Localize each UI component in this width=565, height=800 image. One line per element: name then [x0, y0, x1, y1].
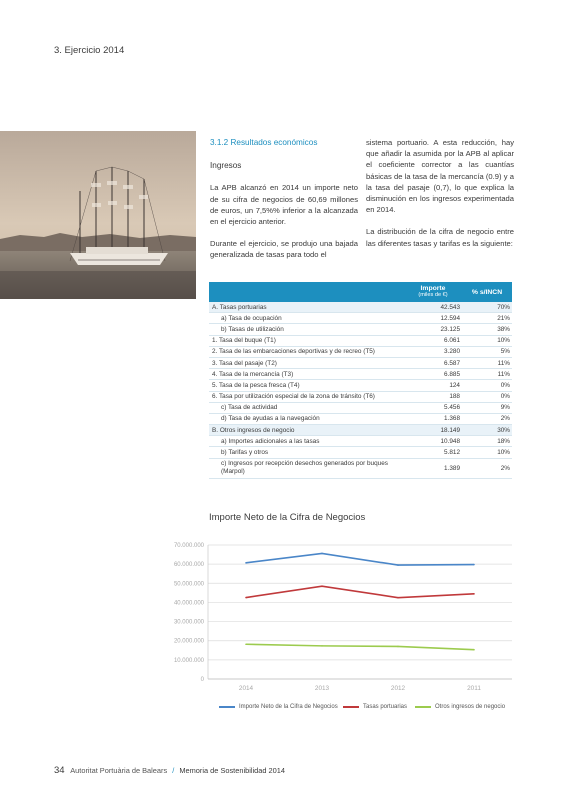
row-pct: 30% — [497, 426, 510, 434]
section-title: 3. Ejercicio 2014 — [54, 45, 125, 56]
table-row — [209, 414, 512, 425]
row-pct: 70% — [497, 303, 510, 311]
table-row — [209, 425, 512, 436]
x-tick-label: 2012 — [390, 685, 406, 692]
column-header-importe: Importe (miles de €) — [418, 284, 448, 298]
row-importe: 12.594 — [440, 314, 460, 322]
row-label: a) Tasa de ocupación — [221, 314, 282, 322]
row-label: 2. Tasa de las embarcaciones deportivas y de recreo (T5) — [212, 348, 375, 356]
row-label: c) Ingresos por recepción desechos generados por buques (Marpol) — [221, 460, 388, 476]
lead-heading: Ingresos — [210, 161, 242, 171]
row-pct: 2% — [500, 464, 510, 472]
row-pct: 21% — [497, 314, 510, 322]
revenue-table — [209, 282, 512, 479]
row-label: 3. Tasa del pasaje (T2) — [212, 359, 277, 367]
table-row — [209, 447, 512, 458]
row-pct: 11% — [497, 370, 510, 378]
row-importe: 6.885 — [444, 370, 460, 378]
table-row — [209, 392, 512, 403]
chart-legend — [219, 703, 519, 715]
legend-label: Otros ingresos de negocio — [435, 704, 506, 710]
line-chart — [150, 530, 520, 700]
table-row — [209, 324, 512, 335]
series-line — [246, 553, 474, 565]
series-line — [246, 586, 474, 597]
row-importe: 10.948 — [440, 437, 460, 445]
data-point — [397, 646, 399, 648]
data-point — [245, 597, 247, 599]
legend-item — [415, 704, 505, 710]
row-pct: 2% — [500, 415, 510, 423]
y-tick-label: 40.000.000 — [173, 600, 204, 607]
y-tick-label: 20.000.000 — [173, 638, 204, 645]
data-point — [473, 649, 475, 651]
row-pct: 38% — [497, 325, 510, 333]
table-row — [209, 302, 512, 313]
legend-swatch — [415, 706, 431, 708]
row-importe: 1.389 — [444, 464, 460, 472]
row-pct: 10% — [497, 449, 510, 457]
x-tick-label: 2014 — [238, 685, 254, 692]
row-importe: 6.587 — [444, 359, 460, 367]
data-point — [321, 645, 323, 647]
legend-label: Importe Neto de la Cifra de Negocios — [239, 704, 338, 710]
row-label: 6. Tasa por utilización especial de la zona de tránsito (T6) — [212, 393, 375, 401]
footer-separator: / — [172, 766, 175, 775]
legend-label: Tasas portuarias — [363, 704, 408, 710]
row-label: b) Tasas de utilización — [221, 325, 284, 333]
data-point — [321, 553, 323, 555]
row-importe: 5.812 — [444, 449, 460, 457]
row-label: 4. Tasa de la mercancía (T3) — [212, 370, 294, 378]
row-importe: 18.149 — [440, 426, 460, 434]
page-number: 34 — [54, 765, 65, 776]
row-pct: 11% — [497, 359, 510, 367]
legend-item — [343, 704, 407, 710]
table-row — [209, 358, 512, 369]
row-label: B. Otros ingresos de negocio — [212, 426, 295, 434]
table-row — [209, 313, 512, 324]
table-body — [209, 302, 512, 479]
row-label: 1. Tasa del buque (T1) — [212, 337, 276, 345]
table-row — [209, 380, 512, 391]
paragraph: Durante el ejercicio, se produjo una bajada generalizada de tasas para todo el — [210, 239, 358, 260]
paragraph: sistema portuario. A esta reducción, hay que añadir la asumida por la APB al aplicar el coeficiente corrector a las cuantías básicas de la tasa de la mercancía (0.9) y a la tasa del pasaje (0,7), lo que explica la disminución en los ingresos experimentada en 2014. — [366, 138, 514, 215]
table-row — [209, 336, 512, 347]
page-footer — [54, 765, 285, 776]
table-row — [209, 369, 512, 380]
row-importe: 5.456 — [444, 404, 460, 412]
y-tick-label: 30.000.000 — [173, 619, 204, 626]
series-line — [246, 644, 474, 649]
y-tick-label: 70.000.000 — [173, 543, 204, 549]
table-row — [209, 436, 512, 447]
row-label: 5. Tasa de la pesca fresca (T4) — [212, 381, 300, 389]
legend-item — [219, 704, 338, 710]
data-point — [245, 643, 247, 645]
row-pct: 5% — [500, 348, 510, 356]
row-importe: 124 — [449, 381, 460, 389]
x-tick-label: 2011 — [467, 685, 481, 692]
row-importe: 188 — [449, 393, 460, 401]
table-row — [209, 403, 512, 414]
table-row — [209, 459, 512, 479]
data-point — [473, 593, 475, 595]
chart-title: Importe Neto de la Cifra de Negocios — [209, 512, 366, 523]
paragraph: La distribución de la cifra de negocio entre las diferentes tasas y tarifas es la siguiente: — [366, 227, 514, 248]
row-importe: 23.125 — [440, 325, 460, 333]
row-importe: 3.280 — [444, 348, 460, 356]
table-header — [209, 282, 512, 302]
text-column-right — [366, 137, 514, 260]
row-label: a) Importes adicionales a las tasas — [221, 437, 320, 445]
data-point — [245, 562, 247, 564]
subsection-heading: 3.1.2 Resultados económicos — [210, 138, 318, 147]
row-importe: 6.061 — [444, 337, 460, 345]
row-importe: 1.368 — [444, 415, 460, 423]
column-header-pct: % s/INCN — [471, 288, 503, 296]
data-point — [397, 564, 399, 566]
sailing-ship-photo — [0, 131, 196, 299]
legend-swatch — [219, 706, 235, 708]
row-pct: 9% — [500, 404, 510, 412]
row-label: A. Tasas portuarias — [212, 303, 267, 311]
row-label: c) Tasa de actividad — [221, 404, 278, 412]
row-pct: 18% — [497, 437, 510, 445]
footer-org: Autoritat Portuària de Balears — [70, 766, 168, 775]
y-tick-label: 10.000.000 — [173, 657, 204, 664]
paragraph: La APB alcanzó en 2014 un importe neto de su cifra de negocios de 60,69 millones de euros, un 7,5%% inferior a la alcanzada en el ejercicio anterior. — [210, 183, 358, 227]
y-tick-label: 50.000.000 — [173, 581, 204, 588]
data-point — [321, 585, 323, 587]
legend-swatch — [343, 706, 359, 708]
row-pct: 0% — [500, 381, 510, 389]
text-column-left — [210, 137, 358, 272]
data-point — [397, 597, 399, 599]
footer-doc-title: Memoria de Sostenibilidad 2014 — [179, 766, 285, 775]
row-label: b) Tarifas y otros — [221, 449, 269, 457]
x-tick-label: 2013 — [314, 685, 330, 692]
table-row — [209, 347, 512, 358]
row-label: d) Tasa de ayudas a la navegación — [221, 415, 320, 423]
row-pct: 10% — [497, 337, 510, 345]
y-tick-label: 0 — [200, 677, 204, 683]
y-tick-label: 60.000.000 — [173, 562, 204, 569]
row-pct: 0% — [500, 393, 510, 401]
data-point — [473, 564, 475, 566]
row-importe: 42.543 — [440, 303, 460, 311]
